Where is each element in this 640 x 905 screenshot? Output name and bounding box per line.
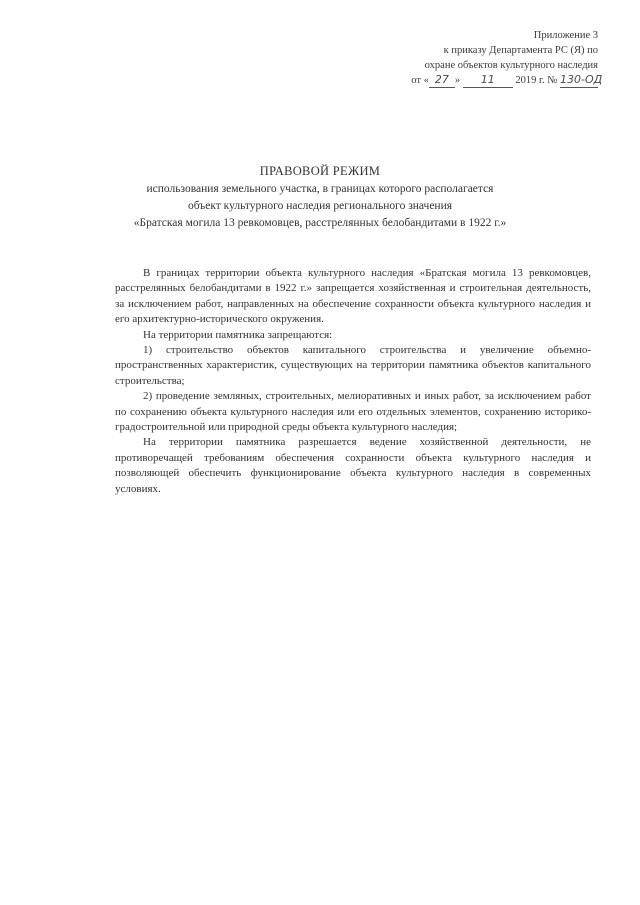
title-line-3: объект культурного наследия регионального значения bbox=[187, 200, 453, 212]
approval-month: 11 bbox=[480, 73, 495, 86]
approval-line-2: к приказу Департамента РС (Я) по bbox=[443, 45, 598, 56]
paragraph-permissions: На территории памятника разрешается ведение хозяйственной деятельности, не противоречащей требованиям обеспечения сохранности объекта культурного наследия и позволяющей обеспечить функционирование объекта культурного наследия в современных условиях. bbox=[115, 436, 591, 495]
approval-day: 27 bbox=[434, 73, 449, 86]
approval-line-4 bbox=[368, 73, 603, 88]
approval-date-mid: » bbox=[454, 75, 461, 86]
approval-number-field bbox=[560, 73, 603, 88]
approval-day-field bbox=[429, 74, 455, 88]
document-body bbox=[115, 266, 591, 497]
paragraph-prohibition-2: 2) проведение земляных, строительных, мелиоративных и иных работ, за исключением работ по сохранению объекта культурного наследия или его отдельных элементов, сохранению историко-градостроительной или природной среды объекта культурного наследия; bbox=[115, 390, 591, 434]
title-main: ПРАВОВОЙ РЕЖИМ bbox=[259, 164, 381, 178]
paragraph-prohibition-1: 1) строительство объектов капитального строительства и увеличение объемно-пространственных характеристик, существующих на территории памятника объектов капитального строительства; bbox=[115, 344, 591, 387]
approval-stamp bbox=[368, 28, 603, 88]
paragraph-boundaries: В границах территории объекта культурного наследия «Братская могила 13 ревкомовцев, расстрелянных белобандитами в 1922 г.» запрещается хозяйственная и строительная деятельность, за исключением работ, направленных на обеспечение сохранности объекта культурного наследия и его архитектурно-исторического окружения. bbox=[115, 267, 591, 326]
approval-line-3: охране объектов культурного наследия bbox=[424, 60, 598, 71]
paragraph-prohibitions-intro: На территории памятника запрещаются: bbox=[143, 328, 333, 341]
title-line-4: «Братская могила 13 ревкомовцев, расстрелянных белобандитами в 1922 г.» bbox=[133, 217, 507, 229]
title-line-2: использования земельного участка, в границах которого располагается bbox=[146, 183, 494, 195]
approval-number: 130-ОД bbox=[560, 73, 603, 86]
approval-year: 2019 г. № bbox=[515, 75, 558, 86]
approval-month-field bbox=[463, 74, 513, 88]
approval-date-prefix: от « bbox=[411, 75, 429, 86]
approval-line-1: Приложение 3 bbox=[533, 30, 598, 41]
document-title bbox=[100, 163, 540, 232]
